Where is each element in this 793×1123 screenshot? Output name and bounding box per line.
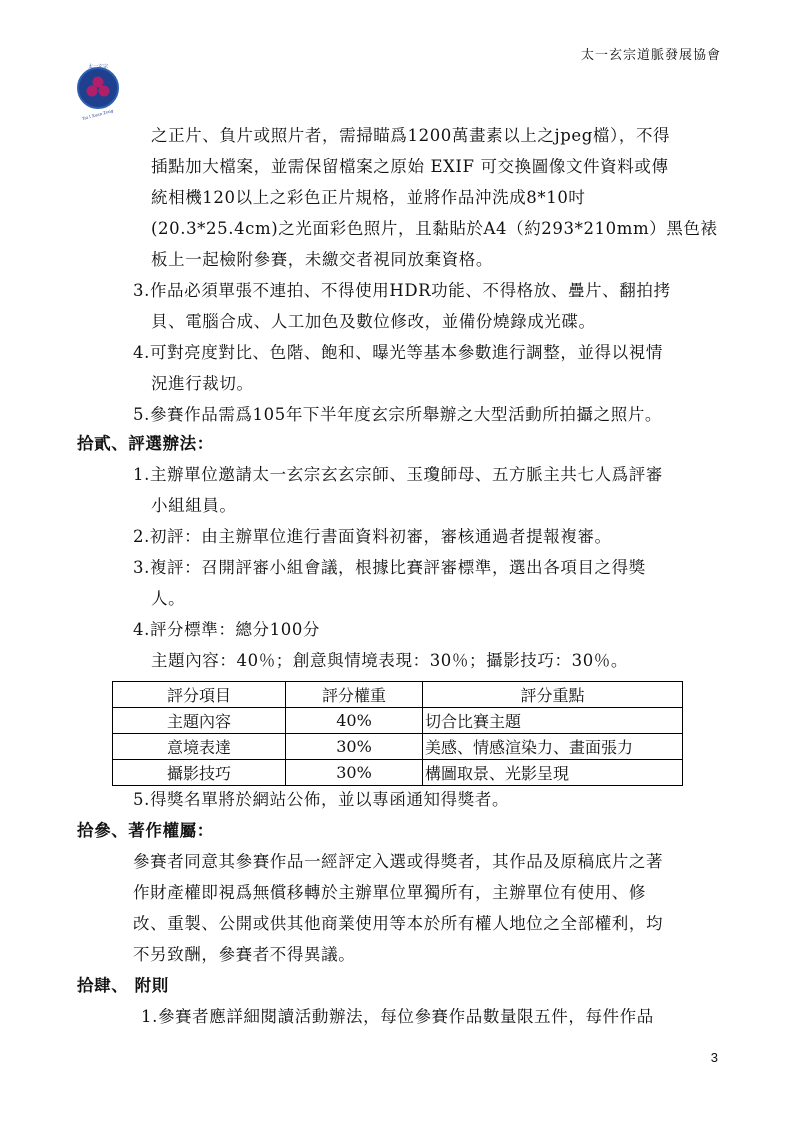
body-line: 插點加大檔案，並需保留檔案之原始 EXIF 可交換圖像文件資料或傳 — [151, 157, 669, 176]
section-heading: 拾貳、評選辦法： — [77, 434, 214, 453]
body-line: 貝、電腦合成、人工加色及數位修改，並備份燒錄成光碟。 — [151, 312, 596, 331]
section-heading: 拾參、著作權屬： — [77, 821, 214, 840]
body-line: 3.作品必須單張不連拍、不得使用HDR功能、不得格放、疊片、翻拍拷 — [133, 281, 671, 300]
scoring-table — [112, 681, 683, 786]
body-line: 主題內容：40％；創意與情境表現：30％；攝影技巧：30％。 — [151, 651, 628, 670]
table-cell: 美感、情感渲染力、畫面張力 — [423, 734, 683, 760]
body-line: 參賽者同意其參賽作品一經評定入選或得獎者，其作品及原稿底片之著 — [133, 852, 664, 871]
body-line: 作財產權即視爲無償移轉於主辦單位單獨所有，主辦單位有使用、修 — [133, 883, 646, 902]
body-line: 5.參賽作品需爲105年下半年度玄宗所舉辦之大型活動所拍攝之照片。 — [133, 405, 663, 424]
body-line: 4.評分標準：總分100分 — [133, 620, 321, 639]
table-cell: 30% — [286, 734, 423, 760]
body-line: 小組組員。 — [151, 496, 237, 515]
section-heading: 拾肆、 附則 — [77, 976, 169, 995]
body-line: 2.初評：由主辦單位進行書面資料初審，審核通過者提報複審。 — [133, 527, 612, 546]
table-header-cell: 評分權重 — [286, 682, 423, 708]
body-line: 之正片、負片或照片者，需掃瞄爲1200萬畫素以上之jpeg檔），不得 — [151, 126, 671, 145]
svg-text:太一玄宗: 太一玄宗 — [87, 64, 109, 70]
body-line: 4.可對亮度對比、色階、飽和、曝光等基本參數進行調整，並得以視情 — [133, 343, 663, 362]
table-cell: 攝影技巧 — [113, 760, 286, 786]
table-row — [113, 734, 683, 760]
body-line: 板上一起檢附參賽，未繳交者視同放棄資格。 — [151, 250, 493, 269]
organization-logo — [76, 60, 124, 122]
table-cell: 主題內容 — [113, 708, 286, 734]
table-header-cell: 評分重點 — [423, 682, 683, 708]
body-line: 不另致酬，參賽者不得異議。 — [133, 945, 356, 964]
header-org-name: 太一玄宗道脈發展協會 — [580, 48, 721, 63]
table-cell: 構圖取景、光影呈現 — [423, 760, 683, 786]
table-cell: 40% — [286, 708, 423, 734]
body-line: 改、重製、公開或供其他商業使用等本於所有權人地位之全部權利，均 — [133, 914, 664, 933]
body-line: 5.得獎名單將於網站公佈，並以專函通知得獎者。 — [133, 790, 510, 809]
body-line: 1.參賽者應詳細閱讀活動辦法，每位參賽作品數量限五件，每件作品 — [141, 1007, 654, 1026]
body-line: 況進行裁切。 — [151, 374, 254, 393]
table-row — [113, 708, 683, 734]
table-cell: 切合比賽主題 — [423, 708, 683, 734]
body-line: 1.主辦單位邀請太一玄宗玄玄宗師、玉瓊師母、五方脈主共七人爲評審 — [133, 465, 663, 484]
table-cell: 30% — [286, 760, 423, 786]
page-number: 3 — [710, 1050, 718, 1065]
table-header-cell: 評分項目 — [113, 682, 286, 708]
body-line: 人。 — [151, 589, 186, 608]
body-line: 統相機120以上之彩色正片規格，並將作品沖洗成8*10吋 — [151, 188, 586, 207]
body-line: 3.複評：召開評審小組會議，根據比賽評審標準，選出各項目之得獎 — [133, 558, 646, 577]
body-line: (20.3*25.4cm)之光面彩色照片，且黏貼於A4（約293*210mm）黑色裱 — [151, 219, 718, 238]
table-row — [113, 760, 683, 786]
table-cell: 意境表達 — [113, 734, 286, 760]
svg-text:Tai I Xuan Zong: Tai I Xuan Zong — [81, 107, 114, 122]
table-header-row — [113, 682, 683, 708]
